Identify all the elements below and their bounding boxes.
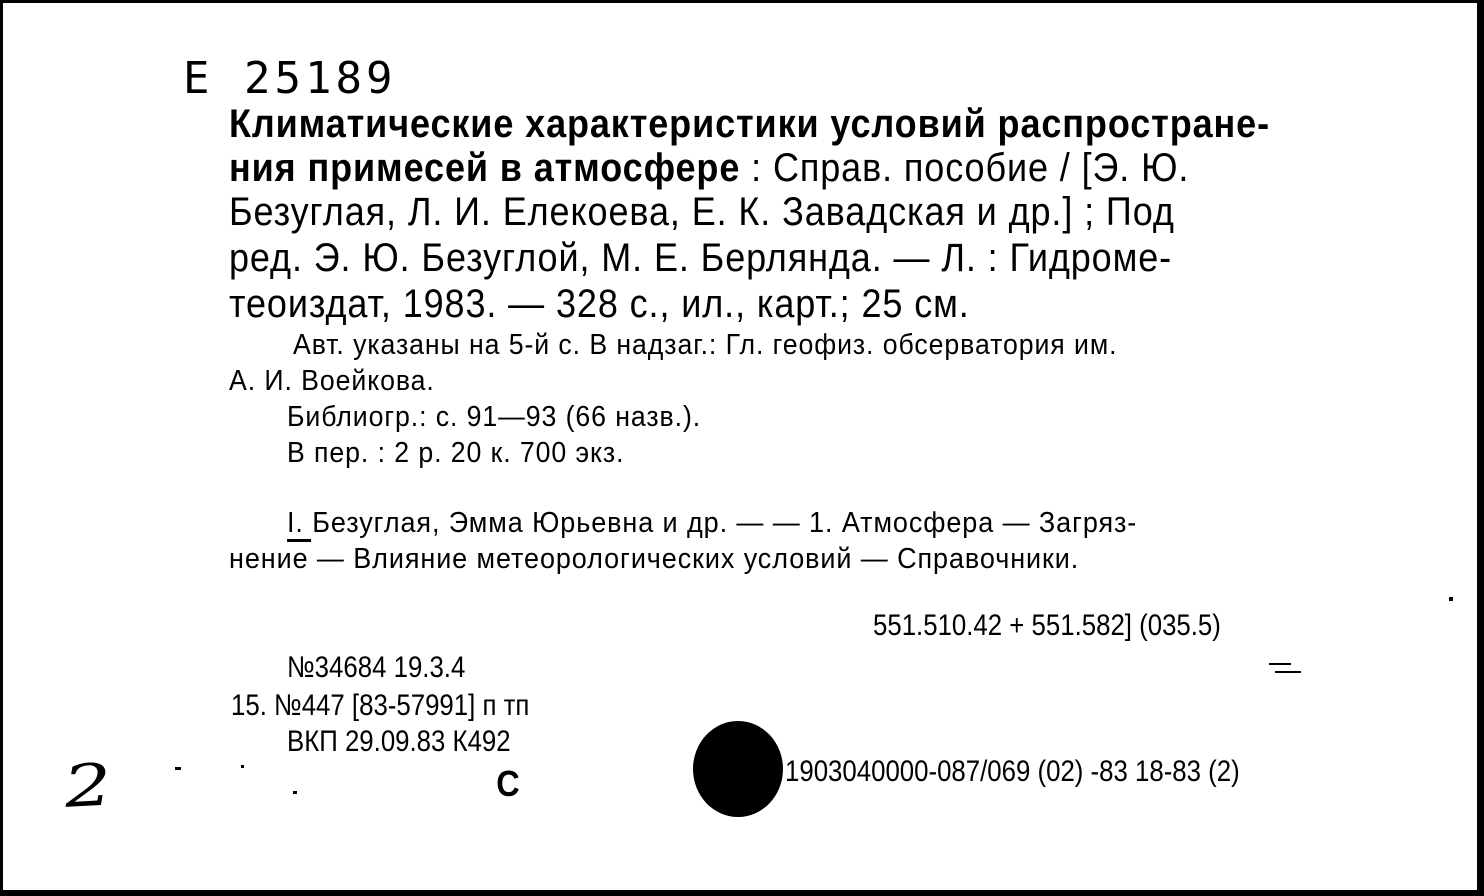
record-line-2: 15. №447 [83-57991] п тп — [231, 689, 530, 722]
note-authors: Авт. указаны на 5-й с. В надзаг.: Гл. геофиз. обсерватория им. — [293, 329, 1118, 361]
ink-speck — [293, 791, 297, 794]
note-bibliography: Библиогр.: с. 91—93 (66 назв.). — [287, 401, 702, 433]
stamp-letter: С — [496, 763, 520, 804]
ink-speck — [1269, 663, 1291, 665]
title-line-2 — [229, 145, 1189, 191]
title-line-3 — [229, 189, 1175, 235]
ink-speck — [1449, 597, 1453, 601]
call-number: Е 25189 — [183, 53, 397, 104]
punch-hole — [693, 721, 783, 817]
udc-number: 551.510.42 + 551.582] (035.5) — [873, 609, 1221, 642]
ink-speck — [1275, 671, 1301, 673]
tracing-line-1: I. Безуглая, Эмма Юрьевна и др. — — 1. Атмосфера — Загряз- — [287, 507, 1138, 539]
title-rest-4: ред. Э. Ю. Безуглой, М. Е. Берлянда. — Л. : Гидроме- — [229, 236, 1173, 280]
ink-speck — [287, 539, 311, 542]
control-number: 1903040000-087/069 (02) -83 18-83 (2) — [785, 755, 1240, 788]
record-line-1: №34684 19.3.4 — [287, 651, 466, 684]
title-line-1 — [229, 101, 1270, 147]
handwritten-mark: 2 — [61, 750, 116, 821]
title-line-4 — [229, 235, 1172, 281]
ink-speck — [241, 765, 244, 768]
record-line-3: ВКП 29.09.83 К492 — [287, 725, 511, 758]
title-rest-2: : Справ. пособие / [Э. Ю. — [740, 146, 1190, 190]
title-line-5 — [229, 281, 970, 327]
ink-speck — [175, 767, 181, 770]
title-rest-3: Безуглая, Л. И. Елекоева, Е. К. Завадская и др.] ; Под — [229, 190, 1175, 234]
title-rest-5: теоиздат, 1983. — 328 с., ил., карт.; 25 см. — [229, 282, 970, 326]
note-authors-cont: А. И. Воейкова. — [229, 365, 435, 397]
title-bold-2: ния примесей в атмосфере — [229, 146, 741, 190]
note-price: В пер. : 2 р. 20 к. 700 экз. — [287, 437, 625, 469]
title-bold-1: Климатические характеристики условий распростране- — [229, 102, 1270, 146]
tracing-line-2: нение — Влияние метеорологических условий — Справочники. — [229, 543, 1080, 575]
